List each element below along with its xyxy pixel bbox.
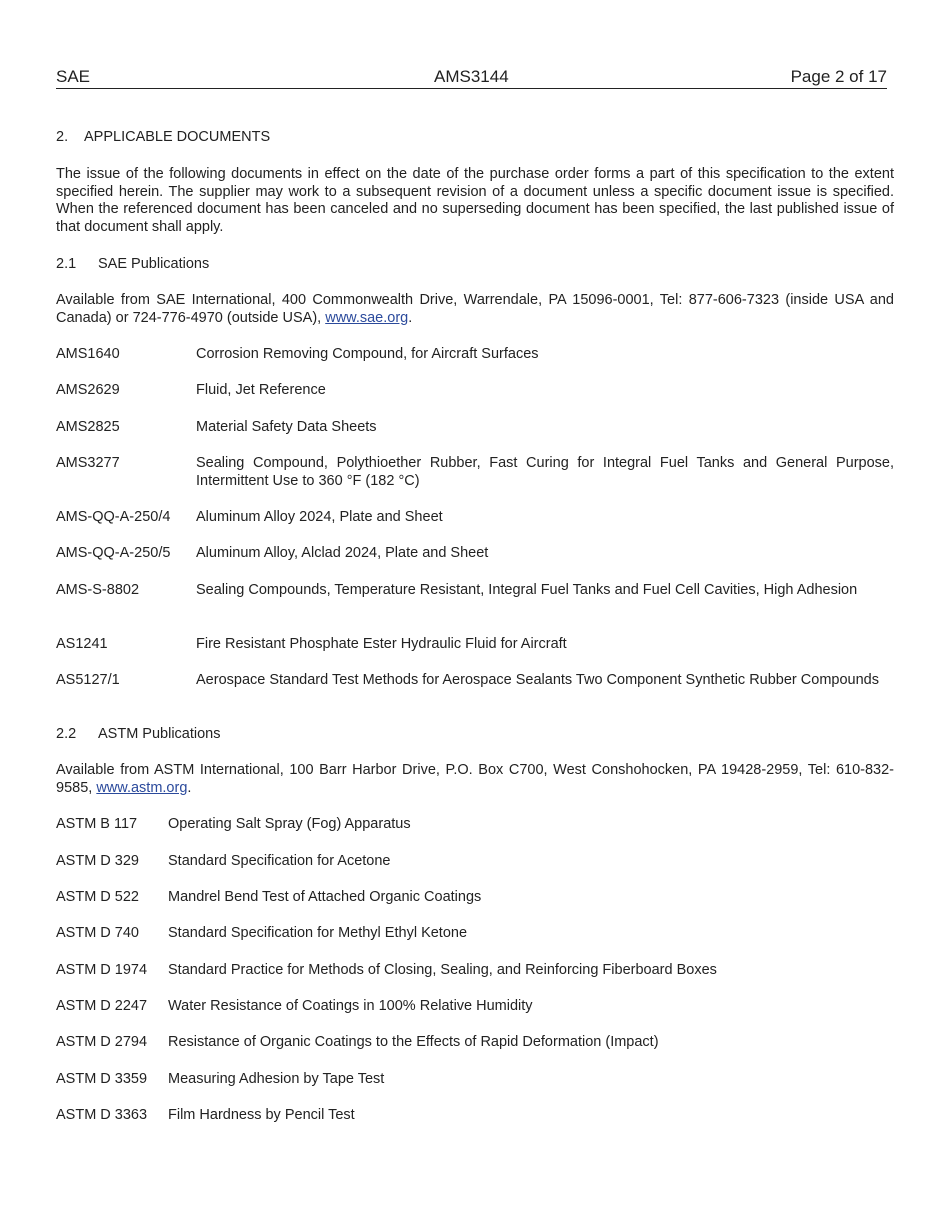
reference-code: ASTM D 3363 (56, 1107, 148, 1123)
reference-title: Aluminum Alloy 2024, Plate and Sheet (196, 509, 443, 525)
sae-availability-text: Available from SAE International, 400 Commonwealth Drive, Warrendale, PA 15096-0001, Tel: 877-606-7323 (inside USA and Canada) or 724-776-4970 (outside USA), (56, 292, 894, 326)
section-title: APPLICABLE DOCUMENTS (84, 129, 271, 145)
astm-availability (56, 762, 894, 797)
reference-title: Sealing Compounds, Temperature Resistant, Integral Fuel Tanks and Fuel Cell Cavities, High Adhesion (196, 582, 858, 598)
header-page-number: Page 2 of 17 (790, 67, 887, 86)
reference-title: Aluminum Alloy, Alclad 2024, Plate and Sheet (196, 545, 489, 561)
reference-title: Measuring Adhesion by Tape Test (168, 1071, 385, 1087)
reference-title: Corrosion Removing Compound, for Aircraft Surfaces (196, 346, 539, 362)
sae-availability (56, 292, 894, 327)
sae-website-link[interactable]: www.sae.org (325, 309, 409, 326)
page-header (56, 66, 887, 89)
header-org: SAE (56, 67, 91, 86)
reference-title: Resistance of Organic Coatings to the Effects of Rapid Deformation (Impact) (168, 1034, 659, 1050)
reference-code: AMS-QQ-A-250/5 (56, 545, 171, 561)
reference-code: ASTM D 1974 (56, 962, 148, 978)
astm-website-link[interactable]: www.astm.org (96, 779, 188, 796)
header-doc-number: AMS3144 (434, 67, 509, 86)
subsection-title: SAE Publications (98, 256, 210, 272)
subsection-title: ASTM Publications (98, 726, 221, 742)
reference-code: ASTM D 2247 (56, 998, 148, 1014)
subsection-heading-astm (56, 726, 894, 744)
reference-title: Fire Resistant Phosphate Ester Hydraulic Fluid for Aircraft (196, 636, 567, 652)
reference-title: Mandrel Bend Test of Attached Organic Coatings (168, 889, 482, 905)
reference-code: ASTM D 3359 (56, 1071, 148, 1087)
sentence-end: . (187, 779, 192, 796)
section-heading (56, 129, 894, 147)
reference-code: ASTM D 740 (56, 925, 139, 941)
reference-code: AMS2629 (56, 382, 120, 398)
reference-title: Sealing Compound, Polythioether Rubber, Fast Curing for Integral Fuel Tanks and General Purpose, Intermittent Use to 360 °F (182 °C) (196, 455, 894, 489)
reference-code: AMS-S-8802 (56, 582, 140, 598)
reference-title: Aerospace Standard Test Methods for Aerospace Sealants Two Component Synthetic Rubber Compounds (196, 672, 879, 688)
reference-code: ASTM B 117 (56, 816, 138, 832)
reference-code: AMS3277 (56, 455, 120, 471)
subsection-number: 2.2 (56, 726, 77, 742)
intro-paragraph: The issue of the following documents in effect on the date of the purchase order forms a part of this specification to the extent specified herein. The supplier may work to a subsequent revision of a document unless a specific document issue is specified. When the referenced document has been canceled and no superseding document has been specified, the last published issue of that document shall apply. (56, 166, 894, 235)
section-number: 2. (56, 129, 69, 145)
reference-title: Standard Practice for Methods of Closing, Sealing, and Reinforcing Fiberboard Boxes (168, 962, 717, 978)
reference-code: ASTM D 2794 (56, 1034, 148, 1050)
reference-code: AMS-QQ-A-250/4 (56, 509, 171, 525)
subsection-heading-sae (56, 256, 894, 274)
reference-title: Standard Specification for Methyl Ethyl Ketone (168, 925, 468, 941)
reference-code: AS1241 (56, 636, 108, 652)
reference-code: AMS1640 (56, 346, 120, 362)
reference-title: Water Resistance of Coatings in 100% Relative Humidity (168, 998, 533, 1014)
reference-title: Operating Salt Spray (Fog) Apparatus (168, 816, 411, 832)
reference-title: Fluid, Jet Reference (196, 382, 326, 398)
sentence-end: . (408, 309, 413, 326)
subsection-number: 2.1 (56, 256, 77, 272)
reference-code: AMS2825 (56, 419, 120, 435)
reference-code: AS5127/1 (56, 672, 120, 688)
astm-availability-text: Available from ASTM International, 100 Barr Harbor Drive, P.O. Box C700, West Conshohocken, PA 19428-2959, Tel: 610-832-9585, (56, 762, 894, 796)
reference-code: ASTM D 522 (56, 889, 139, 905)
reference-title: Film Hardness by Pencil Test (168, 1107, 355, 1123)
reference-title: Standard Specification for Acetone (168, 853, 391, 869)
reference-title: Material Safety Data Sheets (196, 419, 377, 435)
reference-code: ASTM D 329 (56, 853, 139, 869)
